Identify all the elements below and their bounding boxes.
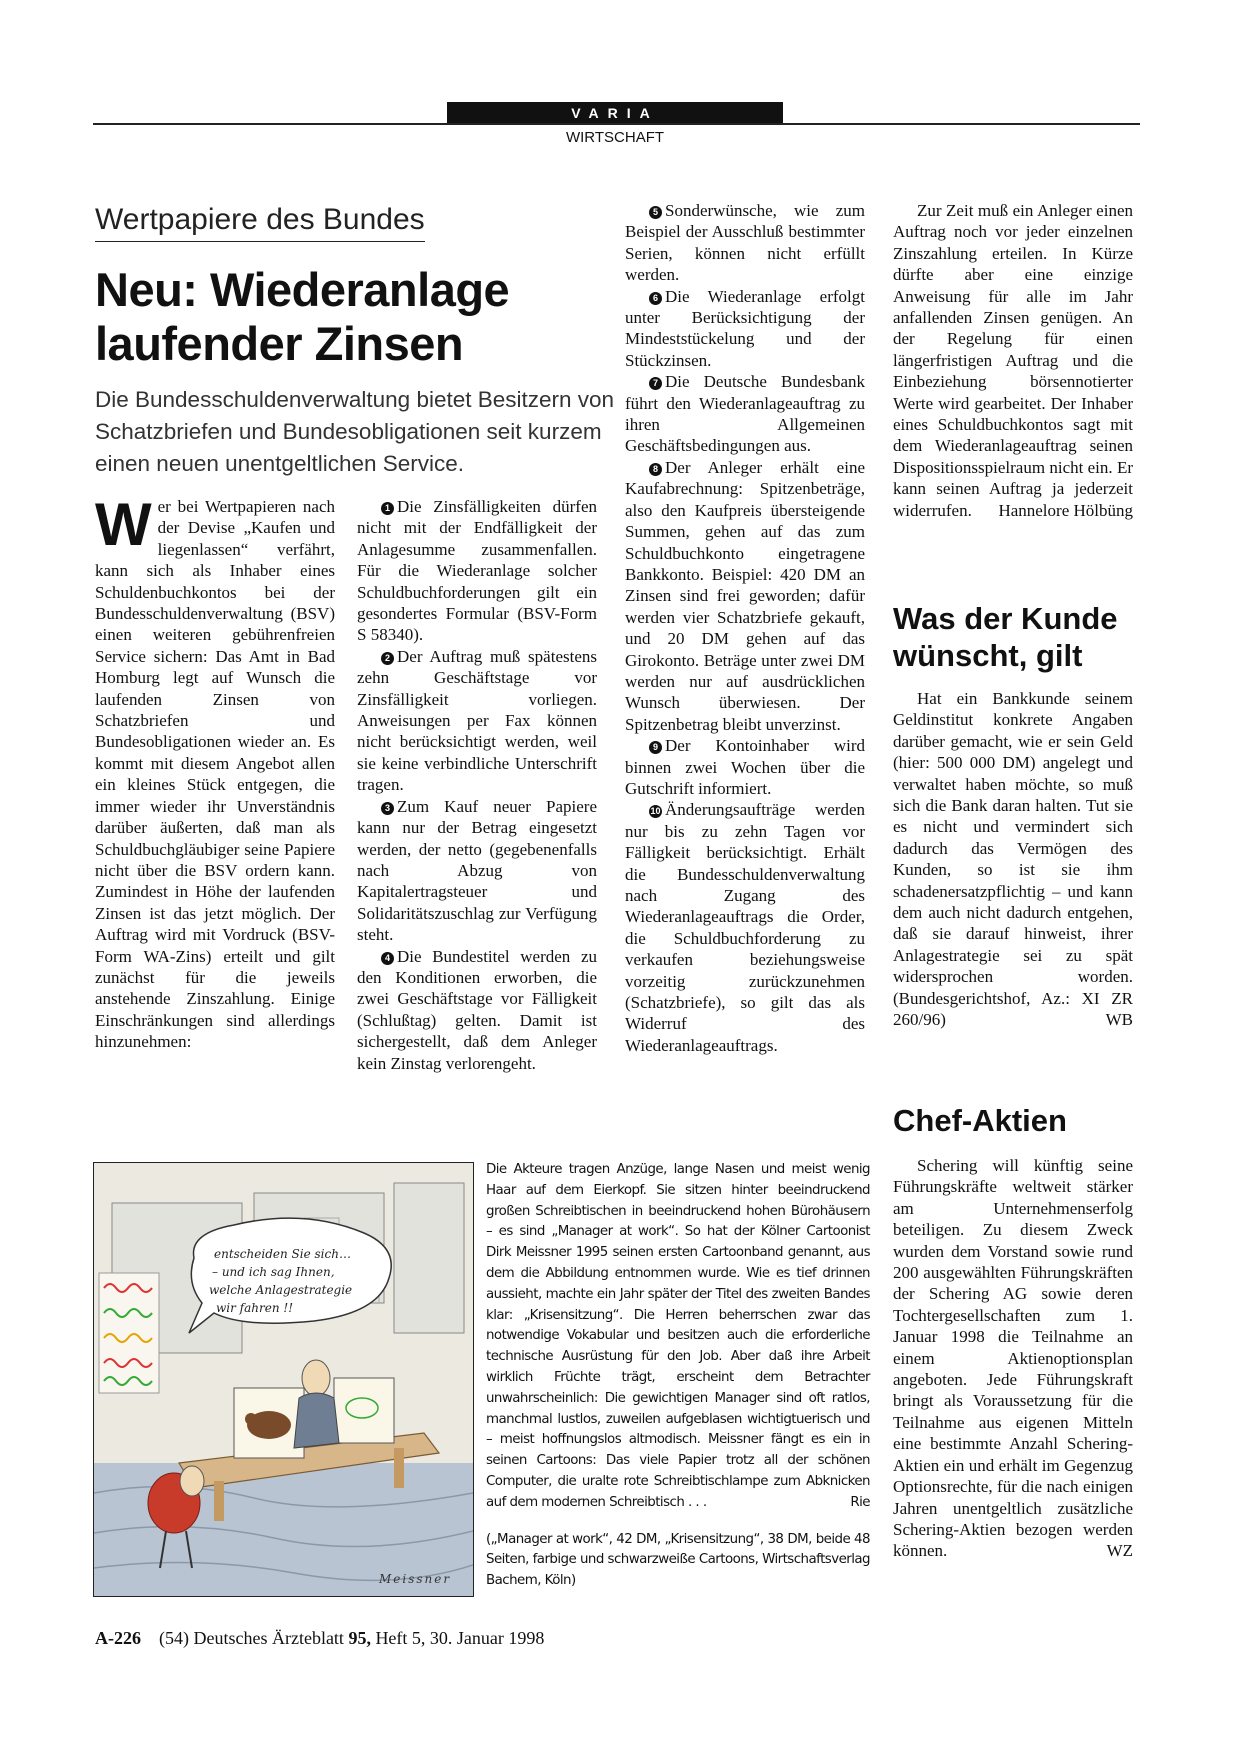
point-3: 3 Zum Kauf neuer Papiere kann nur der Betrag eingesetzt werden, der netto (gegebenenfalls nach Abzug von Kapitalertragsteuer und Solidaritätszuschlag zur Verfügung steht. <box>357 796 597 945</box>
chef-headline: Chef-Aktien <box>893 1103 1067 1138</box>
page-footer <box>95 1628 544 1649</box>
point-number-icon: 8 <box>649 463 662 476</box>
header-rule <box>93 123 1140 125</box>
rubric-bar: VARIA <box>447 102 783 124</box>
article-column-2 <box>357 496 597 1074</box>
kunde-author: WB <box>1105 1010 1133 1030</box>
speech-line: entscheiden Sie sich… <box>214 1247 351 1261</box>
article-closing: Zur Zeit muß ein Anleger einen Auftrag noch vor jeder einzelnen Zinszahlung erteilen. In Kürze dürfte aber eine einzige Anweisung für alle im Jahr anfallenden Zinsen genügen. An der Regelung für einen längerfristigen Auftrag und die Einbeziehung börsennotierter Werte wird gearbeitet. Der Inhaber eines Schuldbuchkontos sagt mit dem Wiederanlageauftrag seinen Dispositionsspielraum nicht ein. Er kann seinen Auftrag ja jederzeit widerrufen. Hannelore Hölbüng <box>893 201 1133 520</box>
point-number-icon: 6 <box>649 292 662 305</box>
point-number-icon: 4 <box>381 952 394 965</box>
drop-cap: W <box>95 491 152 558</box>
article-column-4 <box>893 200 1133 521</box>
article-intro-text: er bei Wertpapieren nach der Devise „Kaufen und liegenlassen“ verfährt, kann sich als Inhaber eines Schuldenbuchkontos bei der Bundesschuldenverwaltung (BSV) einen weiteren gebührenfreien Service sichern: Das Amt in Bad Homburg legt auf Wunsch die laufenden Zinsen von Schatzbriefen und Bundesobligationen wieder an. Es kommt mit diesem Angebot allen ein kleines Stück entgegen, die immer wieder ihr Unverständnis darüber äußerten, daß man als Schuldbuchgläubiger seine Papiere nicht über die BSV ordern kann. Zumindest in Höhe der laufenden Zinsen ist das jetzt möglich. Der Auftrag wird mit Vordruck (BSV-Form WA-Zins) erteilt und gilt zunächst für die jeweils anstehende Zinszahlung. Einige Einschränkungen sind allerdings hinzunehmen: <box>95 497 335 1052</box>
page-number: A-226 <box>95 1628 141 1648</box>
article-kicker: Wertpapiere des Bundes <box>95 203 425 242</box>
cartoon-signature: Meissner <box>379 1572 452 1586</box>
point-number-icon: 1 <box>381 502 394 515</box>
article-intro <box>95 491 335 1053</box>
point-8: 8 Der Anleger erhält eine Kaufabrechnung: Spitzenbeträge, also den Kaufpreis übersteigende Summen, gehen auf das zum Schuldbuchkonto eingetragene Bankkonto. Beispiel: 420 DM an Zinsen sind frei geworden; dafür werden vier Schatzbriefe gekauft, und 20 DM gehen auf das Girokonto. Beträge unter zwei DM werden nur auf ausdrücklichen Wunsch überwiesen. Der Spitzenbetrag bleibt unverzinst. <box>625 457 865 734</box>
speech-line: wir fahren !! <box>216 1301 294 1315</box>
journal-name: (54) Deutsches Ärzteblatt <box>159 1628 344 1648</box>
point-2: 2 Der Auftrag muß spätestens zehn Geschäftstage vor Zinsfälligkeit vorliegen. Anweisungen per Fax können nicht berücksichtigt werden, weil sie keine verbindliche Unterschrift tragen. <box>357 646 597 795</box>
chef-author: WZ <box>1106 1541 1133 1561</box>
point-number-icon: 7 <box>649 377 662 390</box>
kunde-headline: Was der Kunde wünscht, gilt <box>893 601 1118 673</box>
cartoon-illustration <box>93 1162 474 1597</box>
article-headline: Neu: Wiederanlage laufender Zinsen <box>95 263 510 370</box>
article-author: Hannelore Hölbüng <box>998 500 1133 520</box>
chef-body: Schering will künftig seine Führungskräfte weltweit stärker am Unternehmenserfolg beteiligen. Zu diesem Zweck wurden dem Vorstand sowie rund 200 ausgewählten Führungskräften der Schering AG sowie deren Tochtergesellschaften zum 1. Januar 1998 die Teilnahme an einem Aktienoptionsplan angeboten. Jede Führungskraft bringt als Voraussetzung für die Teilnahme aus eigenen Mitteln eine bestimmte Anzahl Schering-Aktien ein und erhält im Gegenzug Optionsrechte, für die nach einigen Jahren unentgeltlich zusätzliche Schering-Aktien bezogen werden können. WZ <box>893 1156 1133 1561</box>
article-column-1 <box>95 491 335 1053</box>
point-10: 10 Änderungsaufträge werden nur bis zu zehn Tagen vor Fälligkeit berücksichtigt. Erhält die Bundesschuldenverwaltung nach Zugang des Wiederanlageauftrags die Order, die Schuldbuchforderung zu verkaufen beziehungsweise vorzeitig zurückzunehmen (Schatzbriefe), so gilt das als Widerruf des Wiederanlageauftrags. <box>625 800 865 1055</box>
point-number-icon: 2 <box>381 652 394 665</box>
point-7: 7 Die Deutsche Bundesbank führt den Wiederanlageauftrag zu ihren Allgemeinen Geschäftsbedingungen aus. <box>625 372 865 456</box>
journal-issue: Heft 5, 30. Januar 1998 <box>375 1628 545 1648</box>
caption-book-note: („Manager at work“, 42 DM, „Krisensitzung“, 38 DM, beide 48 Seiten, farbige und schwarzweiße Cartoons, Wirtschaftsverlag Bachem, Köln) <box>486 1531 870 1589</box>
point-4: 4 Die Bundestitel werden zu den Konditionen erworben, die zwei Geschäftstage vor Fälligkeit (Schlußtag) gelten. Damit ist sichergestellt, daß dem Anleger kein Zinstag verlorengeht. <box>357 946 597 1073</box>
point-6: 6 Die Wiederanlage erfolgt unter Berücksichtigung der Mindeststückelung und der Stückzinsen. <box>625 286 865 370</box>
point-number-icon: 5 <box>649 206 662 219</box>
speech-line: – und ich sag Ihnen, <box>212 1265 335 1279</box>
cartoon-caption: Die Akteure tragen Anzüge, lange Nasen und meist wenig Haar auf dem Eierkopf. Sie sitzen hinter beeindruckend großen Schreibtischen in beeindruckend hohen Bürohäusern – es sind „Manager at work“. So hat der Kölner Cartoonist Dirk Meissner 1995 seinen ersten Cartoonband genannt, aus dem die Abbildung entnommen wurde. Wie es tief drinnen aussieht, machte ein Jahr später der Titel des zweiten Bandes klar: „Krisensitzung“. Die Herren beherrschen zwar das notwendige Vokabular und besitzen auch die erforderliche technische Ausrüstung für den Job. Aber daß ihre Arbeit wirklich Früchte trägt, erscheint dem Betrachter unwahrscheinlich: Die gewichtigen Manager sind oft ratlos, manchmal lustlos, zuweilen aufgeblasen wichtigtuerisch und – meist hoffnungslos altmodisch. Meissner fängt es ein in seinen Cartoons: Das viele Papier trotz all der schönen Computer, die uralte rote Schreibtischlampe zum Abknicken auf dem modernen Schreibtisch . . . Rie („Manager at work“, 42 DM, „Krisensitzung“, 38 DM, beide 48 Seiten, farbige und schwarzweiße Cartoons, Wirtschaftsverlag Bachem, Köln) <box>486 1160 870 1592</box>
point-1: 1 Die Zinsfälligkeiten dürfen nicht mit der Endfälligkeit der Anlagesumme zusammenfallen. Für die Wiederanlage solcher Schuldbuchforderungen gilt ein gesondertes Formular (BSV-Form S 58340). <box>357 497 597 645</box>
point-5: 5 Sonderwünsche, wie zum Beispiel der Ausschluß bestimmter Serien, können nicht erfüllt werden. <box>625 201 865 285</box>
journal-volume: 95, <box>348 1628 371 1648</box>
speech-line: welche Anlagestrategie <box>209 1283 353 1297</box>
caption-author: Rie <box>850 1494 870 1510</box>
point-number-icon: 10 <box>650 806 661 817</box>
point-number-icon: 3 <box>381 802 394 815</box>
point-number-icon: 9 <box>649 741 662 754</box>
kunde-body: Hat ein Bankkunde seinem Geldinstitut konkrete Angaben darüber gemacht, wie er sein Geld (hier: 500 000 DM) angelegt und verwaltet haben möchte, so muß sich die Bank daran halten. Tut sie es nicht und vermindert sich dadurch das Vermögen des Kunden, so ist sie ihm schadenersatzpflichtig – und kann dem auch nicht dadurch entgehen, daß sie darauf hinweist, ihrer Anlagestrategie sei zu spät widersprochen worden. (Bundesgerichtshof, Az.: XI ZR 260/96) WB <box>893 689 1133 1030</box>
section-label: WIRTSCHAFT <box>565 129 665 146</box>
cartoon-drawing <box>94 1163 473 1596</box>
point-9: 9 Der Kontoinhaber wird binnen zwei Wochen über die Gutschrift informiert. <box>625 736 865 798</box>
article-lead: Die Bundesschuldenverwaltung bietet Besitzern von Schatzbriefen und Bundesobligationen seit kurzem einen neuen unentgeltlichen Service. <box>95 387 615 476</box>
article-column-3 <box>625 200 865 1056</box>
